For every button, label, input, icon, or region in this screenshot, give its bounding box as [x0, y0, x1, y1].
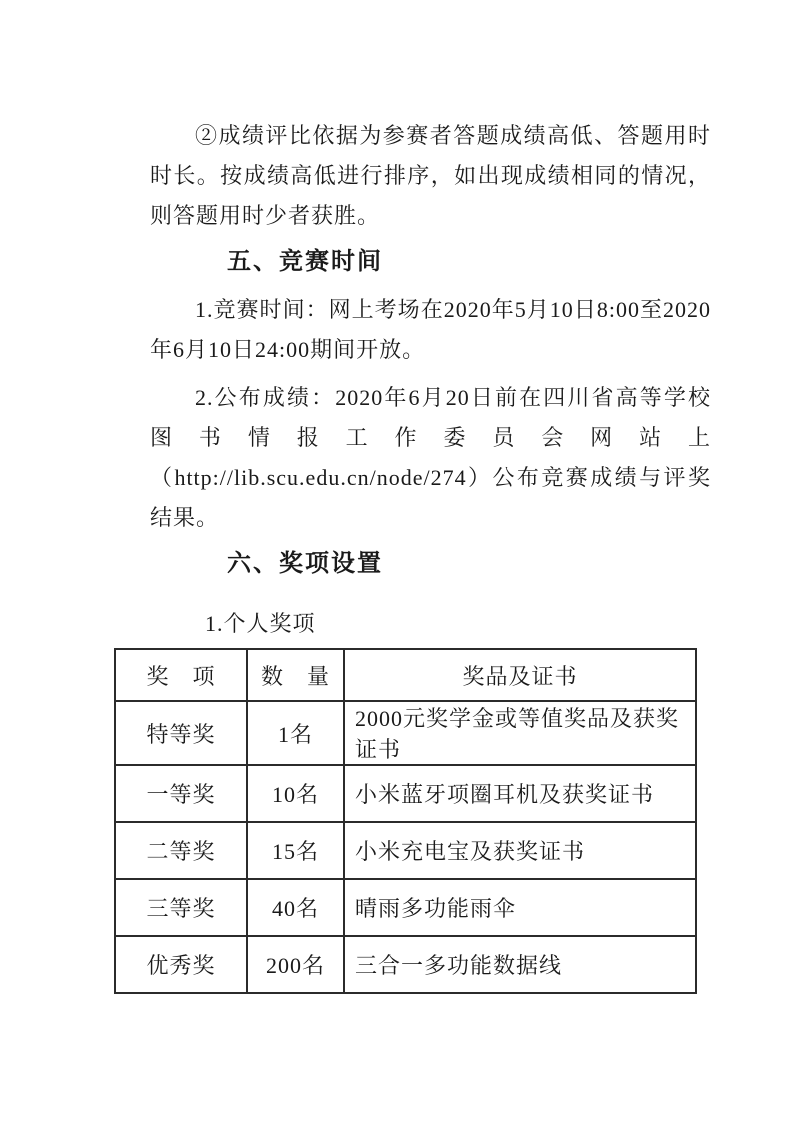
awards-table-body [115, 701, 696, 993]
award-quantity-cell: 10名 [247, 765, 344, 822]
award-prize-cell: 小米蓝牙项圈耳机及获奖证书 [344, 765, 696, 822]
section-6-heading: 六、奖项设置 [227, 550, 383, 577]
award-name-cell: 优秀奖 [115, 936, 247, 993]
award-name-cell: 特等奖 [115, 701, 247, 765]
award-name-cell: 三等奖 [115, 879, 247, 936]
award-quantity-cell: 15名 [247, 822, 344, 879]
award-quantity-cell: 200名 [247, 936, 344, 993]
award-quantity-cell: 40名 [247, 879, 344, 936]
section-5-heading: 五、竞赛时间 [227, 248, 383, 275]
table-row [115, 765, 696, 822]
table-row [115, 822, 696, 879]
award-name-cell: 一等奖 [115, 765, 247, 822]
award-prize-cell: 小米充电宝及获奖证书 [344, 822, 696, 879]
award-quantity-cell: 1名 [247, 701, 344, 765]
table-row [115, 879, 696, 936]
awards-table [114, 648, 697, 994]
award-prize-cell: 三合一多功能数据线 [344, 936, 696, 993]
table-row [115, 701, 696, 765]
awards-table-header-prize: 奖品及证书 [344, 649, 696, 701]
award-prize-cell: 2000元奖学金或等值奖品及获奖证书 [344, 701, 696, 765]
awards-table-header-row [115, 649, 696, 701]
section-6-subheading-individual-awards: 1.个人奖项 [205, 611, 316, 636]
awards-table-header-award: 奖 项 [115, 649, 247, 701]
section-5-item-results-announcement: 2.公布成绩：2020年6月20日前在四川省高等学校图书情报工作委员会网站上（http://lib.scu.edu.cn/node/274）公布竞赛成绩与评奖结果。 [150, 385, 711, 530]
award-name-cell: 二等奖 [115, 822, 247, 879]
table-row [115, 936, 696, 993]
awards-table-header-quantity: 数 量 [247, 649, 344, 701]
awards-table-header [115, 649, 696, 701]
paragraph-scoring-rules: ②成绩评比依据为参赛者答题成绩高低、答题用时时长。按成绩高低进行排序，如出现成绩相同的情况，则答题用时少者获胜。 [150, 123, 711, 228]
award-prize-cell: 晴雨多功能雨伞 [344, 879, 696, 936]
section-5-item-competition-time: 1.竞赛时间：网上考场在2020年5月10日8:00至2020年6月10日24:00期间开放。 [150, 297, 711, 362]
